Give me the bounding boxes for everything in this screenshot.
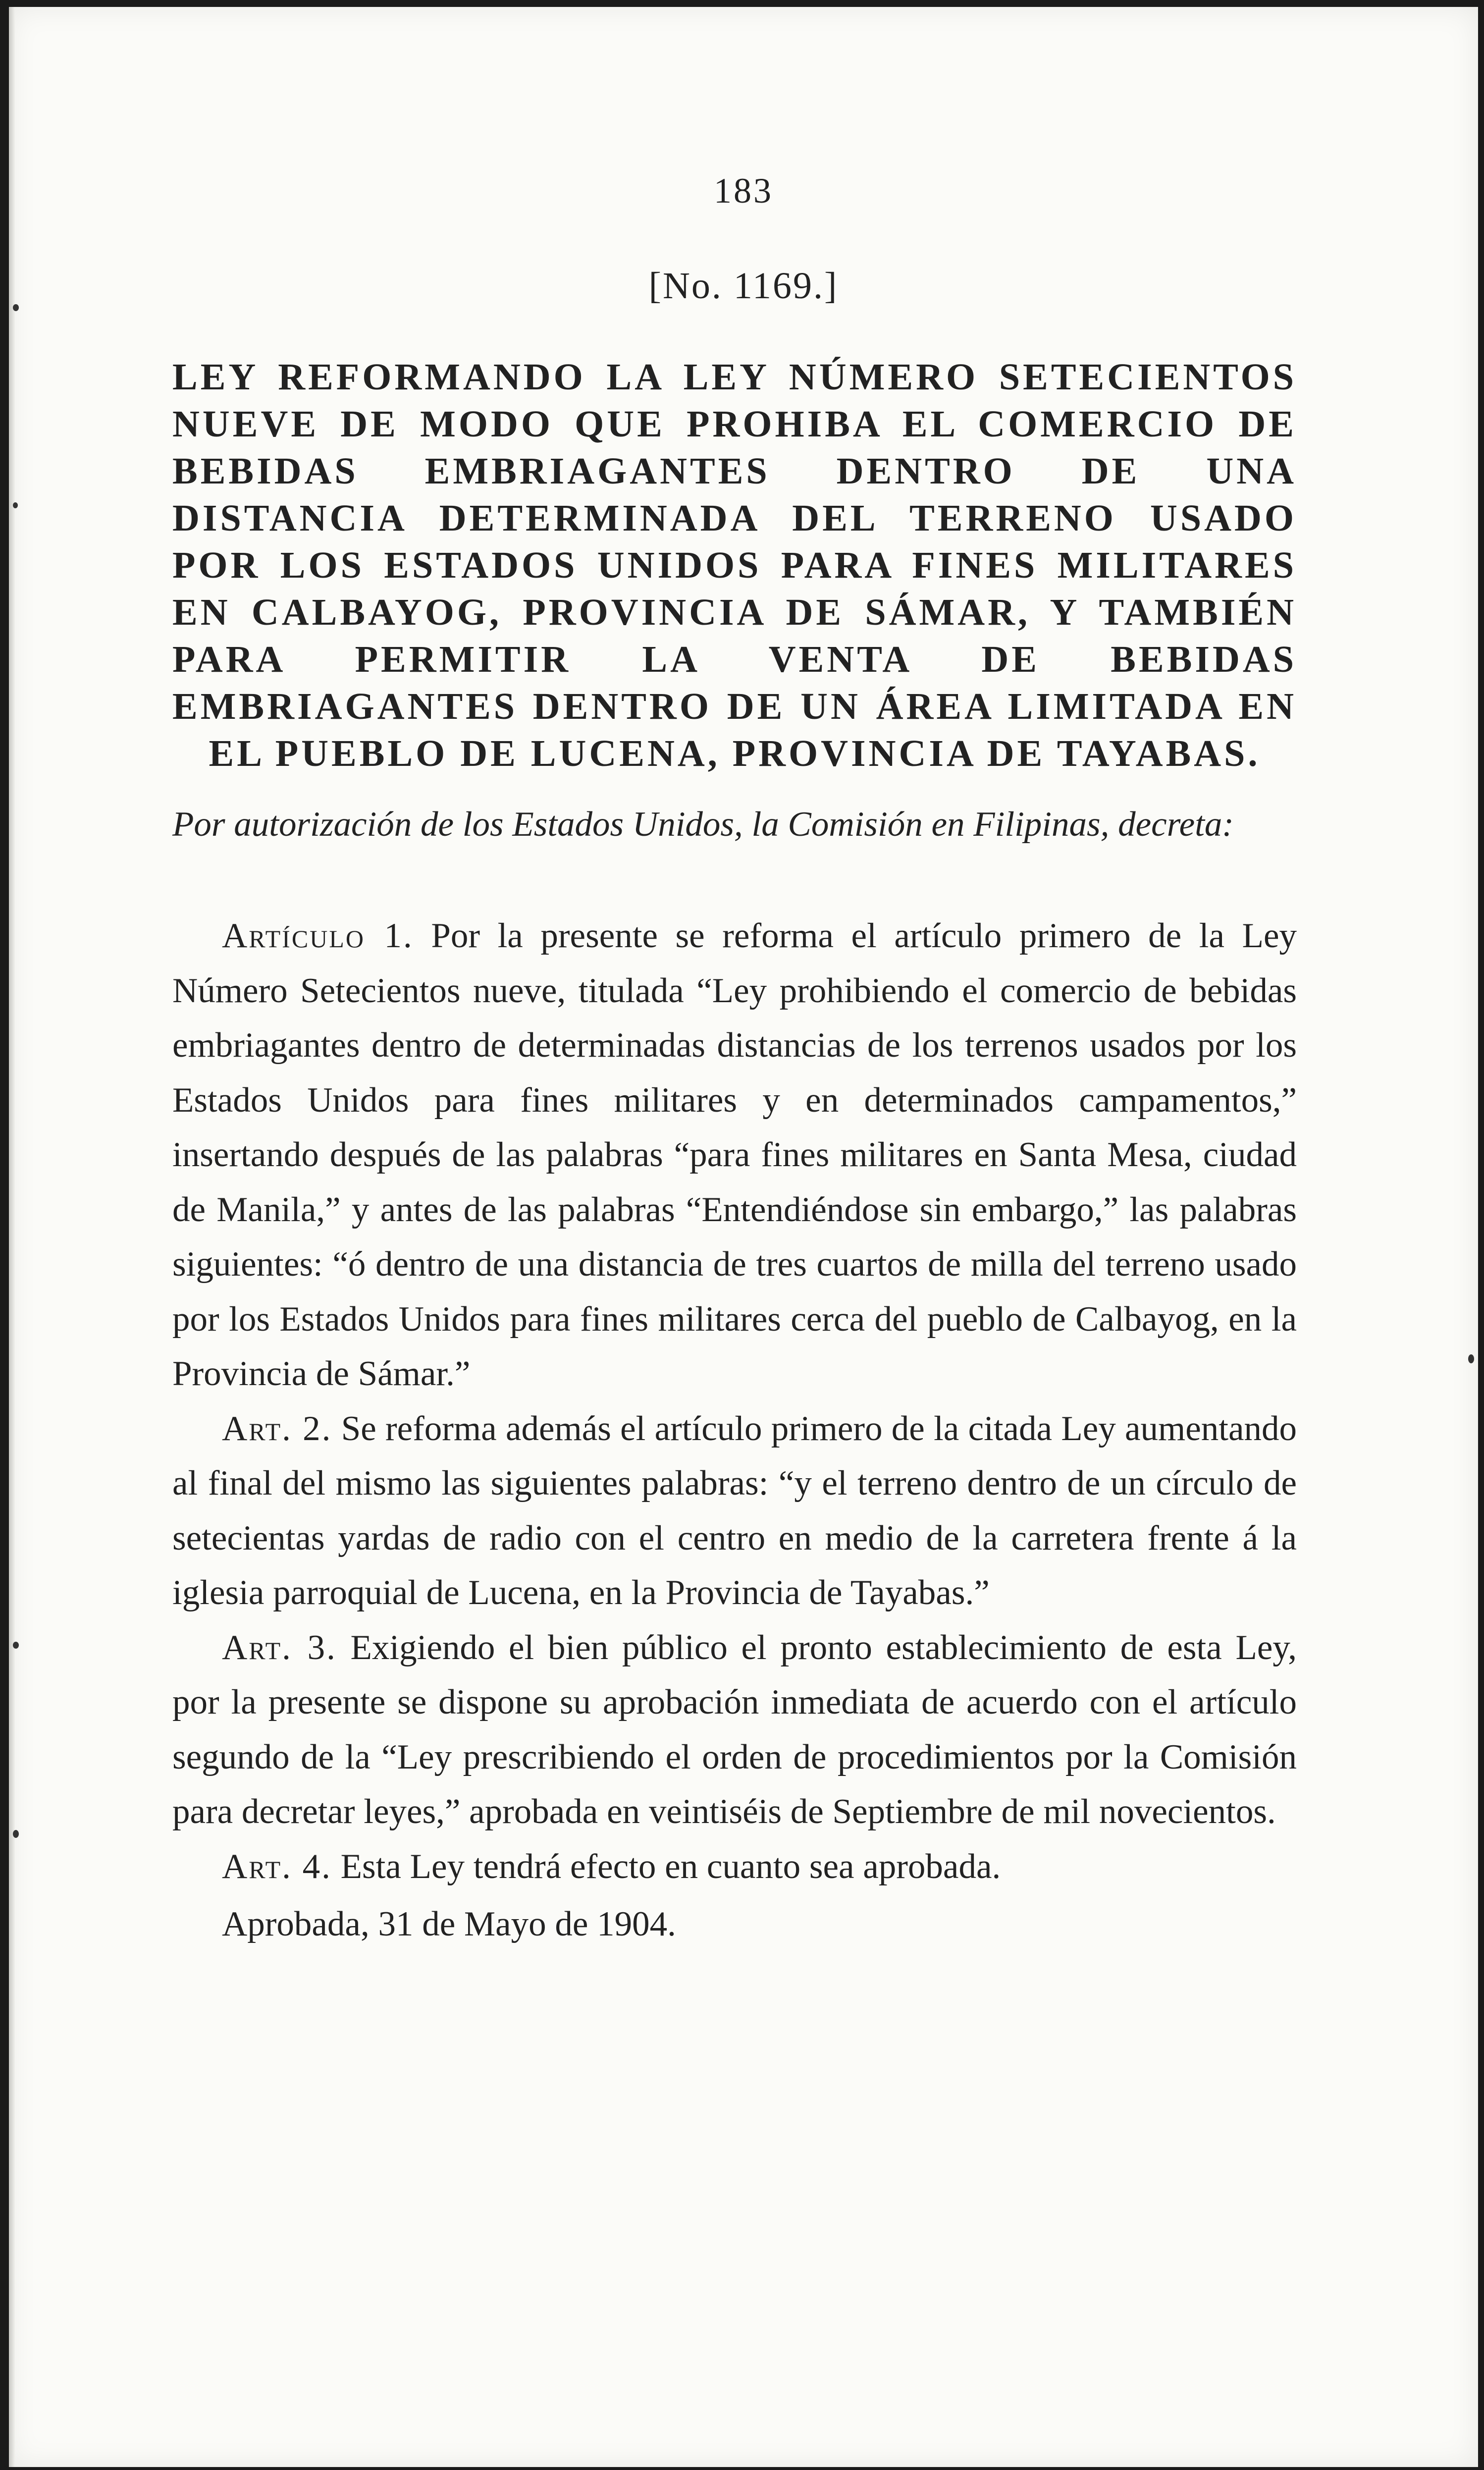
article-label: Artículo 1. [222,916,414,955]
page-number: 183 [714,171,773,211]
article-label: Art. 4. [222,1847,332,1886]
article-1 [172,909,1297,1401]
page-edge-shadow [9,7,15,2467]
article-text: Se reforma además el artículo primero de la citada Ley aumentando al final del mismo las siguientes palabras: “y el terreno dentro de un círculo de setecientas yardas de radio con el centro en medio de la carretera frente á la iglesia parroquial de Lucena, en la Provincia de Tayabas.” [172,1409,1297,1612]
article-2 [172,1401,1297,1620]
article-3 [172,1620,1297,1839]
article-text: Por la presente se reforma el artículo primero de la Ley Número Setecientos nueve, titulada “Ley prohibiendo el comercio de bebidas embriagantes dentro de determinadas distancias de los terrenos usados por los Estados Unidos para fines militares y en determinados campamentos,” insertando después de las palabras “para fines militares en Santa Mesa, ciudad de Manila,” y antes de las palabras “Entendiéndose sin embargo,” las palabras siguientes: “ó dentro de una distancia de tres cuartos de milla del terreno usado por los Estados Unidos para fines militares cerca del pueblo de Calbayog, en la Provincia de Sámar.” [172,916,1297,1393]
enacting-clause [172,797,1351,852]
margin-speck [13,1642,19,1649]
article-text: Esta Ley tendrá efecto en cuanto sea aprobada. [340,1847,1001,1886]
law-title: LEY REFORMANDO LA LEY NÚMERO SETECIENTOS NUEVE DE MODO QUE PROHIBA EL COMERCIO DE BEBIDAS EMBRIAGANTES DENTRO DE UNA DISTANCIA DETERMINADA DEL TERRENO USADO POR LOS ESTADOS UNIDOS PARA FINES MILITARES EN CALBAYOG, PROVINCIA DE SÁMAR, Y TAMBIÉN PARA PERMITIR LA VENTA DE BEBIDAS EMBRIAGANTES DENTRO DE UN ÁREA LIMITADA EN EL PUEBLO DE LUCENA, PROVINCIA DE TAYABAS. [172,356,1297,774]
article-label: Art. 2. [222,1409,332,1448]
document-page [9,7,1478,2467]
margin-speck [1468,1354,1474,1363]
article-label: Art. 3. [222,1628,337,1667]
margin-speck [13,1830,19,1838]
article-4 [172,1839,1297,1894]
enacting-clause-text: Por autorización de los Estados Unidos, la Comisión en Filipinas, decreta: [172,805,1234,844]
article-text: Exigiendo el bien público el pronto establecimiento de esta Ley, por la presente se dispone su aprobación inmediata de acuerdo con el artículo segundo de la “Ley prescribiendo el orden de procedimientos por la Comisión para decretar leyes,” aprobada en veintiséis de Septiembre de mil novecientos. [172,1628,1297,1831]
document-number: [No. 1169.] [648,265,839,307]
margin-speck [13,502,18,508]
articles-section [172,909,1297,1952]
approval-date: Aprobada, 31 de Mayo de 1904. [222,1905,676,1943]
